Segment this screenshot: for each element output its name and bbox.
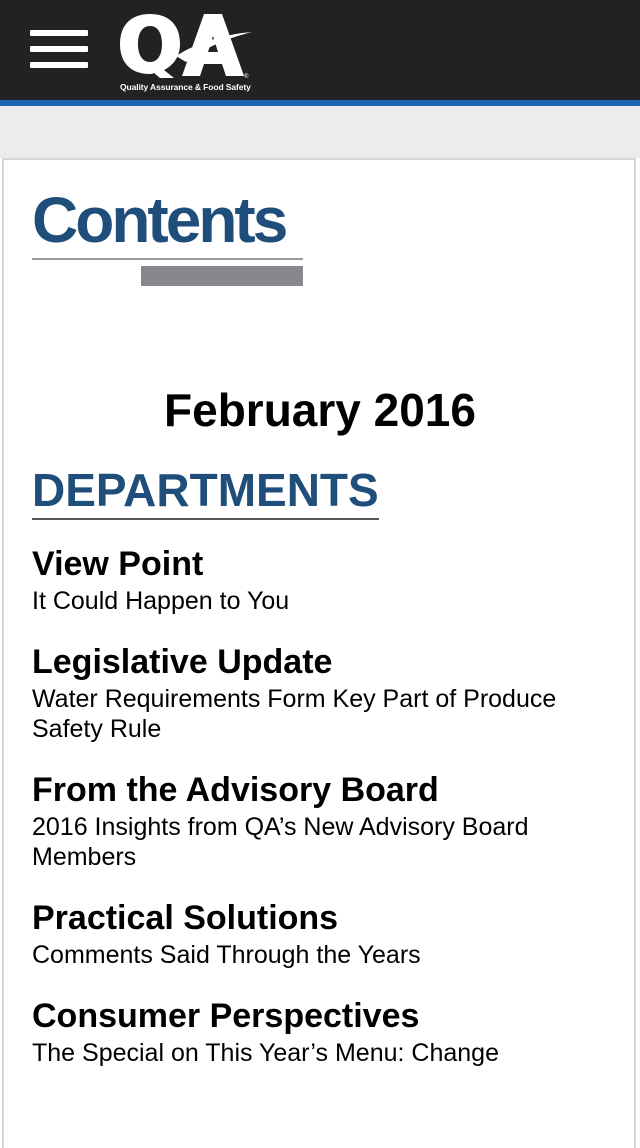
title-underline	[32, 258, 303, 260]
logo-tagline: Quality Assurance & Food Safety	[120, 82, 251, 92]
department-description[interactable]: 2016 Insights from QA’s New Advisory Board Members	[32, 813, 529, 871]
svg-text:®: ®	[244, 74, 249, 80]
department-title[interactable]: Practical Solutions	[32, 899, 339, 937]
department-description[interactable]: Comments Said Through the Years	[32, 941, 421, 969]
department-description[interactable]: Water Requirements Form Key Part of Produce Safety Rule	[32, 685, 557, 743]
department-title[interactable]: From the Advisory Board	[32, 771, 439, 809]
page-title: Contents	[32, 184, 286, 256]
department-title[interactable]: Legislative Update	[32, 643, 333, 681]
department-description[interactable]: It Could Happen to You	[32, 587, 290, 615]
department-description[interactable]: The Special on This Year’s Menu: Change	[32, 1039, 499, 1067]
department-item-legislative-update[interactable]	[32, 642, 612, 744]
menu-line	[30, 30, 88, 36]
department-title[interactable]: Consumer Perspectives	[32, 997, 420, 1035]
qa-logo[interactable]	[116, 10, 256, 94]
menu-line	[30, 46, 88, 52]
toolbar-spacer	[0, 106, 640, 158]
section-heading-departments: DEPARTMENTS	[32, 462, 379, 520]
issue-date: February 2016	[164, 384, 476, 436]
title-accent-bar	[141, 266, 303, 286]
hamburger-menu-icon[interactable]	[28, 28, 90, 70]
menu-line	[30, 62, 88, 68]
qa-logo-mark	[116, 10, 256, 80]
department-item-advisory-board[interactable]	[32, 770, 612, 872]
department-title[interactable]: View Point	[32, 545, 204, 583]
department-item-practical-solutions[interactable]	[32, 898, 612, 970]
department-item-view-point[interactable]	[32, 544, 612, 616]
department-item-consumer-perspectives[interactable]	[32, 996, 612, 1068]
app-header	[0, 0, 640, 100]
